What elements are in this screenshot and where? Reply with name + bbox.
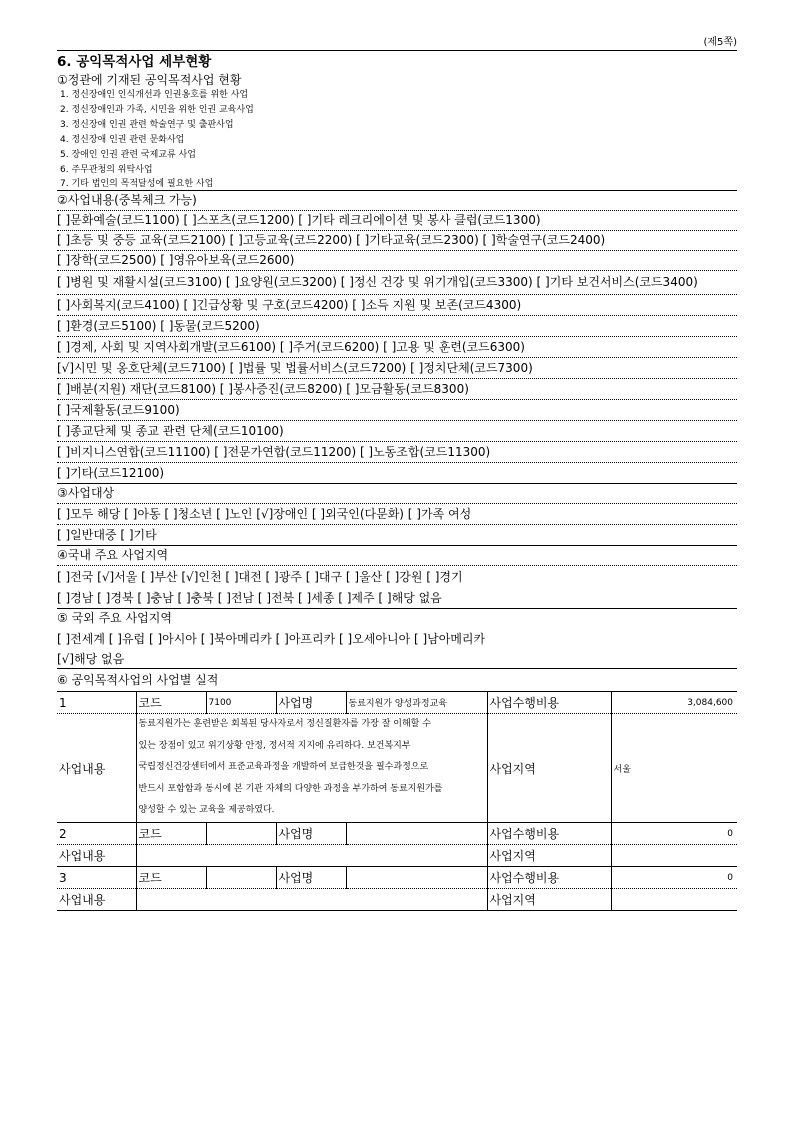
name-value — [346, 867, 487, 889]
page-title: 6. 공익목적사업 세부현황 — [57, 50, 737, 72]
content-label: 사업내용 — [57, 889, 136, 911]
business-content-row: [ ]문화예술(코드1100) [ ]스포츠(코드1200) [ ]기타 레크리에이션 및 봉사 클럽(코드1300) — [57, 211, 737, 231]
purpose-item: 6. 주무관청의 위탁사업 — [60, 165, 153, 175]
code-value: 7100 — [206, 692, 276, 714]
code-value — [206, 867, 276, 889]
section1-heading: ①정관에 기재된 공익목적사업 현황 — [57, 73, 242, 87]
performance-table — [57, 692, 737, 911]
business-content-row: [ ]배분(지원) 재단(코드8100) [ ]봉사증진(코드8200) [ ]모금활동(코드8300) — [57, 379, 737, 400]
project-number: 3 — [57, 867, 136, 889]
overseas-region-row: [√]해당 없음 — [57, 650, 737, 669]
content-line: 반드시 포함함과 동시에 본 기관 자체의 다양한 과정을 부가하여 동료지원가를 — [138, 783, 443, 794]
region-label: 사업지역 — [487, 845, 611, 867]
content-line: 있는 장점이 있고 위기상황 안정, 정서적 지지에 유리하다. 보건복지부 — [138, 740, 411, 751]
section6-heading: ⑥ 공익목적사업의 사업별 실적 — [57, 669, 737, 692]
name-value: 동료지원가 양성과정교육 — [346, 692, 487, 714]
cost-value: 0 — [611, 867, 737, 889]
business-content-row: [ ]기타(코드12100) — [57, 463, 737, 484]
purpose-item: 1. 정신장애인 인식개선과 인권옹호를 위한 사업 — [60, 90, 249, 100]
cost-label: 사업수행비용 — [487, 867, 611, 889]
target-row: [ ]일반대중 [ ]기타 — [57, 525, 737, 546]
code-label: 코드 — [136, 867, 206, 889]
name-label: 사업명 — [276, 823, 346, 845]
business-content-row: [√]시민 및 옹호단체(코드7100) [ ]법률 및 법률서비스(코드7200) [ ]정치단체(코드7300) — [57, 358, 737, 379]
content-value — [136, 845, 487, 867]
name-label: 사업명 — [276, 692, 346, 714]
project-content-row — [57, 845, 737, 867]
page-number: (제5쪽) — [703, 37, 737, 48]
purpose-item: 5. 장애인 인권 관련 국제교류 사업 — [60, 150, 196, 160]
cost-value: 3,084,600 — [611, 692, 737, 714]
form-page — [57, 36, 737, 911]
project-content-row — [57, 714, 737, 823]
purpose-item: 4. 정신장애 인권 관련 문화사업 — [60, 135, 185, 145]
cost-label: 사업수행비용 — [487, 823, 611, 845]
content-line: 동료지원가는 훈련받은 회복된 당사자로서 정신질환자를 가장 잘 이해할 수 — [138, 719, 431, 730]
section2-heading: ②사업내용(중복체크 가능) — [57, 191, 737, 211]
cost-label: 사업수행비용 — [487, 692, 611, 714]
region-value: 서울 — [611, 714, 737, 823]
purpose-item: 7. 기타 법인의 목적달성에 필요한 사업 — [60, 179, 214, 189]
project-header-row — [57, 692, 737, 714]
section3-heading: ③사업대상 — [57, 484, 737, 504]
business-content-row: [ ]종교단체 및 종교 관련 단체(코드10100) — [57, 421, 737, 442]
business-content-row: [ ]병원 및 재활시설(코드3100) [ ]요양원(코드3200) [ ]정신 건강 및 위기개입(코드3300) [ ]기타 보건서비스(코드3400) — [57, 271, 737, 295]
region-label: 사업지역 — [487, 889, 611, 911]
project-header-row — [57, 823, 737, 845]
content-label: 사업내용 — [57, 845, 136, 867]
section4-heading: ④국내 주요 사업지역 — [57, 546, 737, 566]
code-label: 코드 — [136, 823, 206, 845]
business-content-row: [ ]장학(코드2500) [ ]영유아보육(코드2600) — [57, 251, 737, 271]
business-content-row: [ ]국제활동(코드9100) — [57, 400, 737, 421]
domestic-region-row: [ ]전국 [√]서울 [ ]부산 [√]인천 [ ]대전 [ ]광주 [ ]대구 [ ]울산 [ ]강원 [ ]경기 — [57, 570, 463, 584]
region-label: 사업지역 — [487, 714, 611, 823]
business-content-row: [ ]경제, 사회 및 지역사회개발(코드6100) [ ]주거(코드6200) [ ]고용 및 훈련(코드6300) — [57, 337, 737, 358]
business-content-row: [ ]초등 및 중등 교육(코드2100) [ ]고등교육(코드2200) [ ]기타교육(코드2300) [ ]학술연구(코드2400) — [57, 231, 737, 251]
region-value — [611, 889, 737, 911]
overseas-region-row: [ ]전세계 [ ]유럽 [ ]아시아 [ ]북아메리카 [ ]아프리카 [ ]오세아니아 [ ]남아메리카 — [57, 632, 486, 646]
content-line: 양성할 수 있는 교육을 제공하였다. — [138, 805, 275, 816]
name-label: 사업명 — [276, 867, 346, 889]
content-label: 사업내용 — [57, 714, 136, 823]
section5-heading: ⑤ 국외 주요 사업지역 — [57, 611, 172, 625]
region-value — [611, 845, 737, 867]
project-content-row — [57, 889, 737, 911]
business-content-row: [ ]사회복지(코드4100) [ ]긴급상황 및 구호(코드4200) [ ]소득 지원 및 보존(코드4300) — [57, 295, 737, 316]
content-value — [136, 889, 487, 911]
cost-value: 0 — [611, 823, 737, 845]
purpose-item: 3. 정신장애 인권 관련 학술연구 및 출판사업 — [60, 120, 234, 130]
project-number: 1 — [57, 692, 136, 714]
business-content-row: [ ]비지니스연합(코드11100) [ ]전문가연합(코드11200) [ ]노동조합(코드11300) — [57, 442, 737, 463]
code-label: 코드 — [136, 692, 206, 714]
project-number: 2 — [57, 823, 136, 845]
purpose-list — [57, 88, 737, 191]
domestic-region-row: [ ]경남 [ ]경북 [ ]충남 [ ]충북 [ ]전남 [ ]전북 [ ]세종 [ ]제주 [ ]해당 없음 — [57, 588, 737, 609]
content-value — [136, 714, 487, 823]
content-line: 국립정신건강센터에서 표준교육과정을 개발하여 보급한것을 필수과정으로 — [138, 762, 429, 773]
name-value — [346, 823, 487, 845]
purpose-item: 2. 정신장애인과 가족, 시민을 위한 인권 교육사업 — [60, 105, 254, 115]
target-row: [ ]모두 해당 [ ]아동 [ ]청소년 [ ]노인 [√]장애인 [ ]외국인(다문화) [ ]가족 여성 — [57, 504, 737, 525]
business-content-row: [ ]환경(코드5100) [ ]동물(코드5200) — [57, 316, 737, 337]
code-value — [206, 823, 276, 845]
project-header-row — [57, 867, 737, 889]
